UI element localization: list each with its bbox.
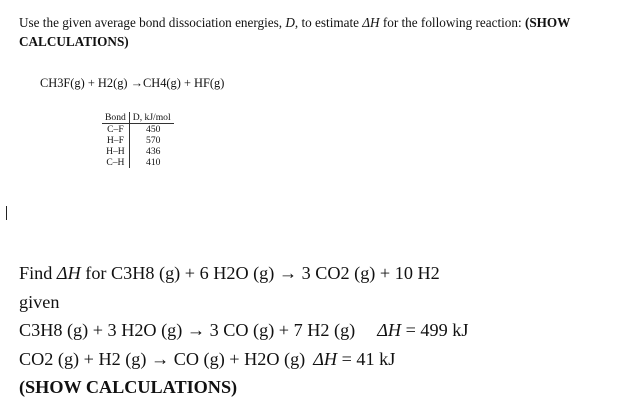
q2-show-calculations: (SHOW CALCULATIONS) bbox=[19, 377, 238, 397]
question-1-prompt bbox=[19, 13, 609, 51]
q2-equation-2-line bbox=[19, 345, 468, 374]
q2-find-line bbox=[19, 259, 468, 288]
energy-cell: 450 bbox=[146, 124, 161, 135]
show-calc-line1: (SHOW bbox=[524, 15, 571, 30]
q2-given: given bbox=[19, 291, 60, 312]
q2-equation-2: CO2 (g) + H2 (g) → CO (g) + H2O (g) bbox=[19, 348, 306, 369]
bond-cell: H–F bbox=[102, 135, 129, 146]
q2-equation-1-line bbox=[19, 316, 468, 345]
bond-energy-table bbox=[102, 112, 174, 168]
q2-equation-1: C3H8 (g) + 3 H2O (g) → 3 CO (g) + 7 H2 (g) bbox=[19, 320, 356, 340]
delta-h-symbol: ΔH bbox=[377, 320, 402, 340]
q2-equation-1-value: = 499 kJ bbox=[401, 320, 469, 340]
delta-h-symbol: ΔH bbox=[56, 263, 81, 283]
bond-cell: C–F bbox=[102, 124, 129, 136]
q1-intro-suffix: for the following reaction: bbox=[379, 15, 525, 30]
reaction-equation-1: CH3F(g) + H2(g) →CH4(g) + HF(g) bbox=[40, 76, 225, 90]
question-2-prompt bbox=[19, 259, 468, 402]
table-header-row bbox=[102, 112, 174, 124]
q1-intro-middle: , to estimate bbox=[294, 15, 363, 30]
table-row bbox=[102, 157, 174, 168]
energy-cell: 410 bbox=[146, 157, 161, 168]
d-symbol: D bbox=[285, 15, 295, 30]
energy-cell: 436 bbox=[146, 146, 161, 157]
energy-cell: 570 bbox=[146, 135, 161, 146]
table-row bbox=[102, 135, 174, 146]
table-row bbox=[102, 146, 174, 157]
table-header-bond: Bond bbox=[102, 112, 129, 124]
bond-cell: C–H bbox=[102, 157, 129, 168]
show-calc-line2: CALCULATIONS) bbox=[19, 34, 129, 49]
delta-h-symbol: ΔH bbox=[362, 15, 380, 30]
q2-find-suffix: for C3H8 (g) + 6 H2O (g) → 3 CO2 (g) + 10 H2 bbox=[80, 263, 440, 283]
q2-equation-2-value: = 41 kJ bbox=[337, 348, 396, 369]
q2-find-prefix: Find bbox=[19, 263, 57, 283]
delta-h-symbol: ΔH bbox=[313, 348, 338, 369]
q1-intro-prefix: Use the given average bond dissociation energies, bbox=[19, 15, 286, 30]
bond-cell: H–H bbox=[102, 146, 129, 157]
text-cursor[interactable] bbox=[6, 206, 7, 220]
table-row bbox=[102, 124, 174, 136]
table-header-energy: D, kJ/mol bbox=[129, 112, 173, 124]
